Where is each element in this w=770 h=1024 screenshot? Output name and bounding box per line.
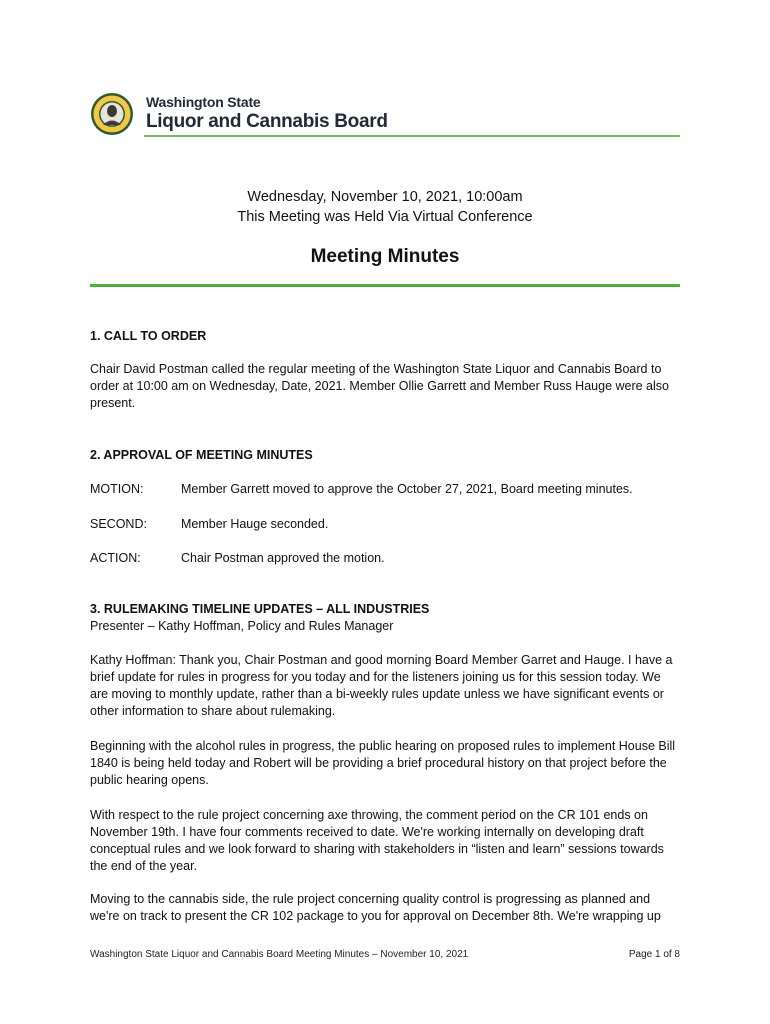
section-heading-call-to-order: 1. CALL TO ORDER <box>90 329 207 343</box>
action-text: Chair Postman approved the motion. <box>181 551 385 565</box>
section-presenter: Presenter – Kathy Hoffman, Policy and Rules Manager <box>90 619 394 633</box>
meeting-date: Wednesday, November 10, 2021, 10:00am <box>247 189 523 205</box>
paragraph: Moving to the cannabis side, the rule project concerning quality control is progressing as planned and we're on track to present the CR 102 package to you for approval on December 8th. We're wrapping up <box>90 892 661 923</box>
paragraph: Kathy Hoffman: Thank you, Chair Postman and good morning Board Member Garret and Hauge. I have a brief update for rules in progress for you today and for the listeners joining us for this session today. We are moving to monthly update, rather than a bi-weekly rules update unless we have significant events or other information to share about rulemaking. <box>90 653 673 718</box>
paragraph: With respect to the rule project concerning axe throwing, the comment period on the CR 101 ends on November 19th. I have four comments received to date. We're working internally on developing draft conceptual rules and we look forward to sharing with stakeholders in “listen and learn” sessions towards the end of the year. <box>90 808 664 873</box>
title-divider <box>90 284 680 287</box>
section-heading-rulemaking: 3. RULEMAKING TIMELINE UPDATES – ALL INDUSTRIES <box>90 602 430 616</box>
second-text: Member Hauge seconded. <box>181 517 329 531</box>
action-label: ACTION: <box>90 551 141 565</box>
section-body-call-to-order: Chair David Postman called the regular meeting of the Washington State Liquor and Cannabis Board to order at 10:00 am on Wednesday, Date, 2021. Member Ollie Garrett and Member Russ Hauge were also present. <box>90 362 669 410</box>
second-label: SECOND: <box>90 517 147 531</box>
motion-text: Member Garrett moved to approve the October 27, 2021, Board meeting minutes. <box>181 482 633 496</box>
page-title: Meeting Minutes <box>310 246 460 267</box>
meeting-venue: This Meeting was Held Via Virtual Conference <box>237 209 533 225</box>
state-seal-icon <box>90 92 134 136</box>
page-number: Page 1 of 8 <box>628 949 680 960</box>
motion-label: MOTION: <box>90 482 144 496</box>
agency-name-line2: Liquor and Cannabis Board <box>146 111 388 132</box>
agency-logo <box>90 92 680 138</box>
agency-name-line1: Washington State <box>146 94 261 110</box>
section-heading-approval: 2. APPROVAL OF MEETING MINUTES <box>90 448 313 462</box>
logo-divider <box>144 135 680 137</box>
footer-title: Washington State Liquor and Cannabis Board Meeting Minutes – November 10, 2021 <box>90 949 469 960</box>
paragraph: Beginning with the alcohol rules in progress, the public hearing on proposed rules to implement House Bill 1840 is being held today and Robert will be providing a brief procedural history on that project before the public hearing opens. <box>90 739 676 787</box>
